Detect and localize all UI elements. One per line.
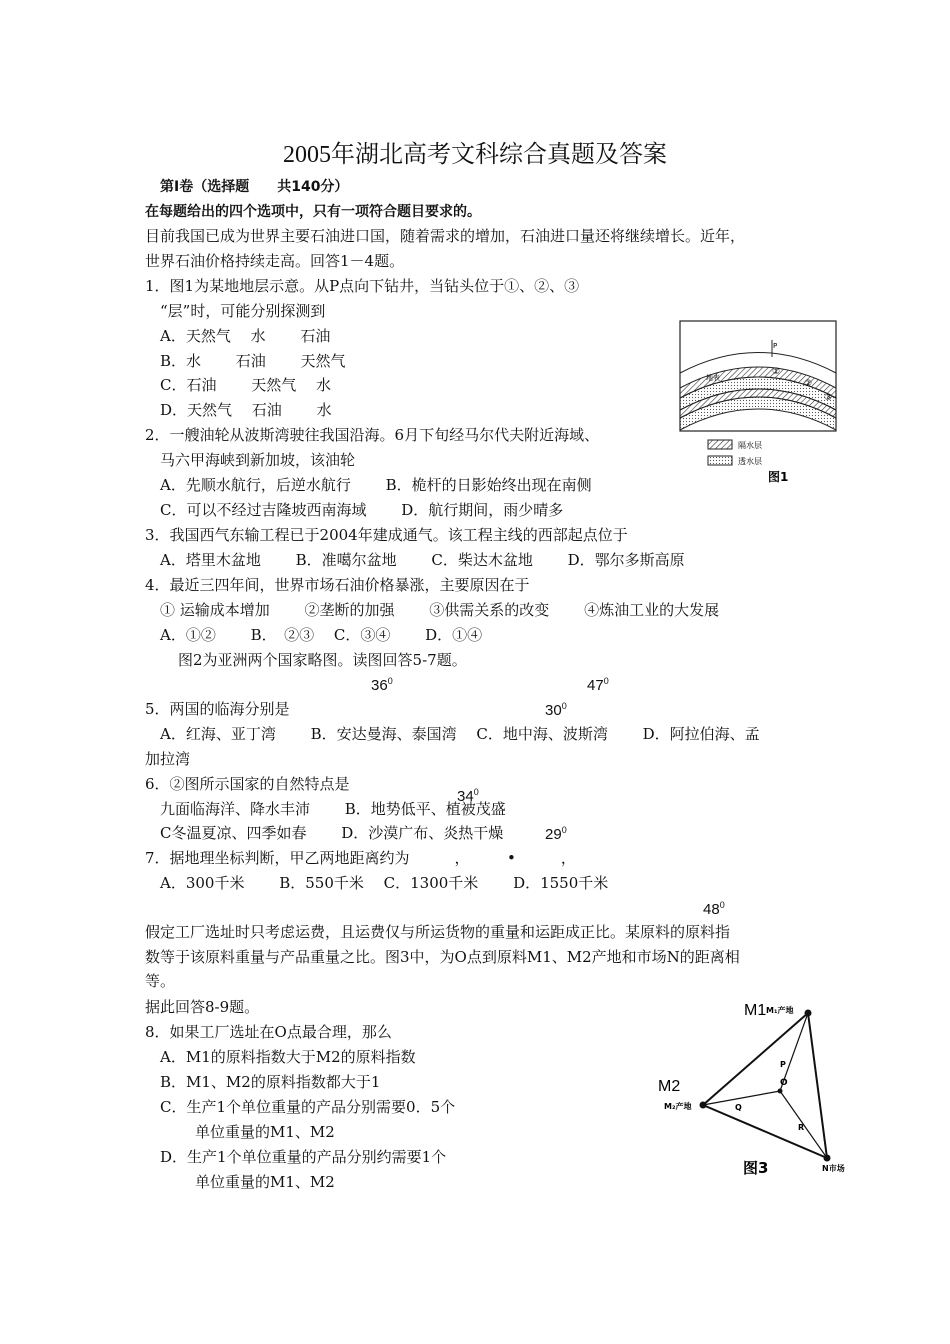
m1-site-label: M₁产地 bbox=[766, 1006, 794, 1015]
n-market-label: N市场 bbox=[822, 1164, 845, 1173]
intro-text: 图2为亚洲两个国家略图。读图回答5-7题。 bbox=[178, 651, 467, 669]
intro-text: 数等于该原料重量与产品重量之比。图3中，为O点到原料M1、M2产地和市场N的距离相 bbox=[145, 948, 740, 966]
option: A．塔里木盆地 B．准噶尔盆地 C．柴达木盆地 D．鄂尔多斯高原 bbox=[160, 551, 685, 569]
intro-text: 假定工厂选址时只考虑运费，且运费仅与所运货物的重量和运距成正比。某原料的原料指 bbox=[145, 923, 731, 941]
option: 单位重量的M1、M2 bbox=[195, 1123, 335, 1141]
page-title: 2005年湖北高考文科综合真题及答案 bbox=[283, 142, 667, 168]
question-4-stem: 4．最近三四年间，世界市场石油价格暴涨，主要原因在于 bbox=[145, 576, 530, 594]
option: 九面临海洋、降水丰沛 B．地势低平、植被茂盛 bbox=[160, 800, 506, 818]
option: B．M1、M2的原料指数都大于1 bbox=[160, 1073, 381, 1091]
option: B．水 石油 天然气 bbox=[160, 352, 346, 370]
legend-impermeable: 隔水层 bbox=[738, 441, 762, 450]
latitude-label: $29^0$ bbox=[545, 825, 567, 843]
m2-label: M2 bbox=[658, 1078, 681, 1095]
latitude-label: $30^0$ bbox=[545, 701, 567, 719]
option: 单位重量的M1、M2 bbox=[195, 1173, 335, 1191]
option: A．先顺水航行，后逆水航行 B．桅杆的日影始终出现在南侧 bbox=[160, 476, 592, 494]
location-diagram bbox=[640, 995, 865, 1180]
intro-text: 目前我国已成为世界主要石油进口国，随着需求的增加，石油进口量还将继续增长。近年， bbox=[145, 227, 746, 245]
intro-text: 世界石油价格持续走高。回答1－4题。 bbox=[145, 252, 405, 270]
option: A．M1的原料指数大于M2的原料指数 bbox=[160, 1048, 416, 1066]
point-q-label: Q bbox=[735, 1103, 742, 1112]
longitude-label: $48^0$ bbox=[703, 900, 725, 918]
question-5-stem: 5．两国的临海分别是 bbox=[145, 700, 290, 718]
point-p-label: P bbox=[773, 342, 778, 350]
section-instruction: 在每题给出的四个选项中，只有一项符合题目要求的。 bbox=[145, 204, 481, 220]
m1-label: M1 bbox=[744, 1002, 767, 1019]
option: 加拉湾 bbox=[145, 750, 191, 768]
option: A．300千米 B．550千米 C．1300千米 D．1550千米 bbox=[160, 874, 609, 892]
option: D．天然气 石油 水 bbox=[160, 401, 332, 419]
question-3-stem: 3．我国西气东输工程已于2004年建成通气。该工程主线的西部起点位于 bbox=[145, 526, 628, 544]
figure-1-caption: 图1 bbox=[768, 470, 789, 484]
option: A．红海、亚丁湾 B．安达曼海、泰国湾 C．地中海、波斯湾 D．阿拉伯海、孟 bbox=[160, 725, 760, 743]
option: A．①② B． ②③ C．③④ D．①④ bbox=[160, 626, 483, 644]
option: ① 运输成本增加 ②垄断的加强 ③供需关系的改变 ④炼油工业的大发展 bbox=[160, 601, 720, 619]
option: C冬温夏凉、四季如春 D．沙漠广布、炎热干燥 bbox=[160, 824, 504, 842]
longitude-label: $47^0$ bbox=[587, 676, 609, 694]
point-o-label: O bbox=[780, 1078, 788, 1088]
point-r-label: R bbox=[798, 1123, 805, 1132]
legend-permeable: 透水层 bbox=[738, 457, 762, 466]
option: C．生产1个单位重量的产品分别需要0．5个 bbox=[160, 1098, 456, 1116]
surface-label: 地表 bbox=[706, 374, 720, 382]
figure-3-caption: 图3 bbox=[743, 1159, 769, 1177]
figure-3 bbox=[640, 995, 865, 1180]
section-header: 第Ⅰ卷（选择题 共140分） bbox=[160, 179, 349, 195]
layer-2-label: ② bbox=[804, 379, 813, 389]
question-2-stem: 2．一艘油轮从波斯湾驶往我国沿海。6月下旬经马尔代夫附近海域、 bbox=[145, 426, 600, 444]
option: C．可以不经过吉隆坡西南海域 D．航行期间，雨少晴多 bbox=[160, 501, 564, 519]
m2-site-label: M₂产地 bbox=[664, 1102, 692, 1111]
latitude-label: $34^0$ bbox=[457, 787, 479, 805]
option: D．生产1个单位重量的产品分别约需要1个 bbox=[160, 1148, 447, 1166]
question-1-stem: 1．图1为某地地层示意。从P点向下钻井，当钻头位于①、②、③ bbox=[145, 277, 580, 295]
layer-1-label: ① bbox=[772, 367, 781, 377]
point-p-label: P bbox=[780, 1060, 786, 1069]
question-6-stem: 6．②图所示国家的自然特点是 bbox=[145, 775, 350, 793]
strata-diagram bbox=[676, 318, 840, 488]
intro-text: 等。 bbox=[145, 972, 176, 990]
question-7-stem: 7．据地理坐标判断，甲乙两地距离约为 ， • ， bbox=[145, 849, 576, 867]
intro-text: 据此回答8-9题。 bbox=[145, 998, 260, 1016]
option: A．天然气 水 石油 bbox=[160, 327, 331, 345]
question-8-stem: 8．如果工厂选址在O点最合理，那么 bbox=[145, 1023, 392, 1041]
option: C．石油 天然气 水 bbox=[160, 376, 332, 394]
question-1-stem: “层”时，可能分别探测到 bbox=[160, 302, 326, 320]
question-2-stem: 马六甲海峡到新加坡，该油轮 bbox=[160, 451, 356, 469]
layer-3-label: ③ bbox=[824, 393, 833, 403]
figure-1 bbox=[676, 318, 840, 488]
latitude-label: $36^0$ bbox=[371, 676, 393, 694]
